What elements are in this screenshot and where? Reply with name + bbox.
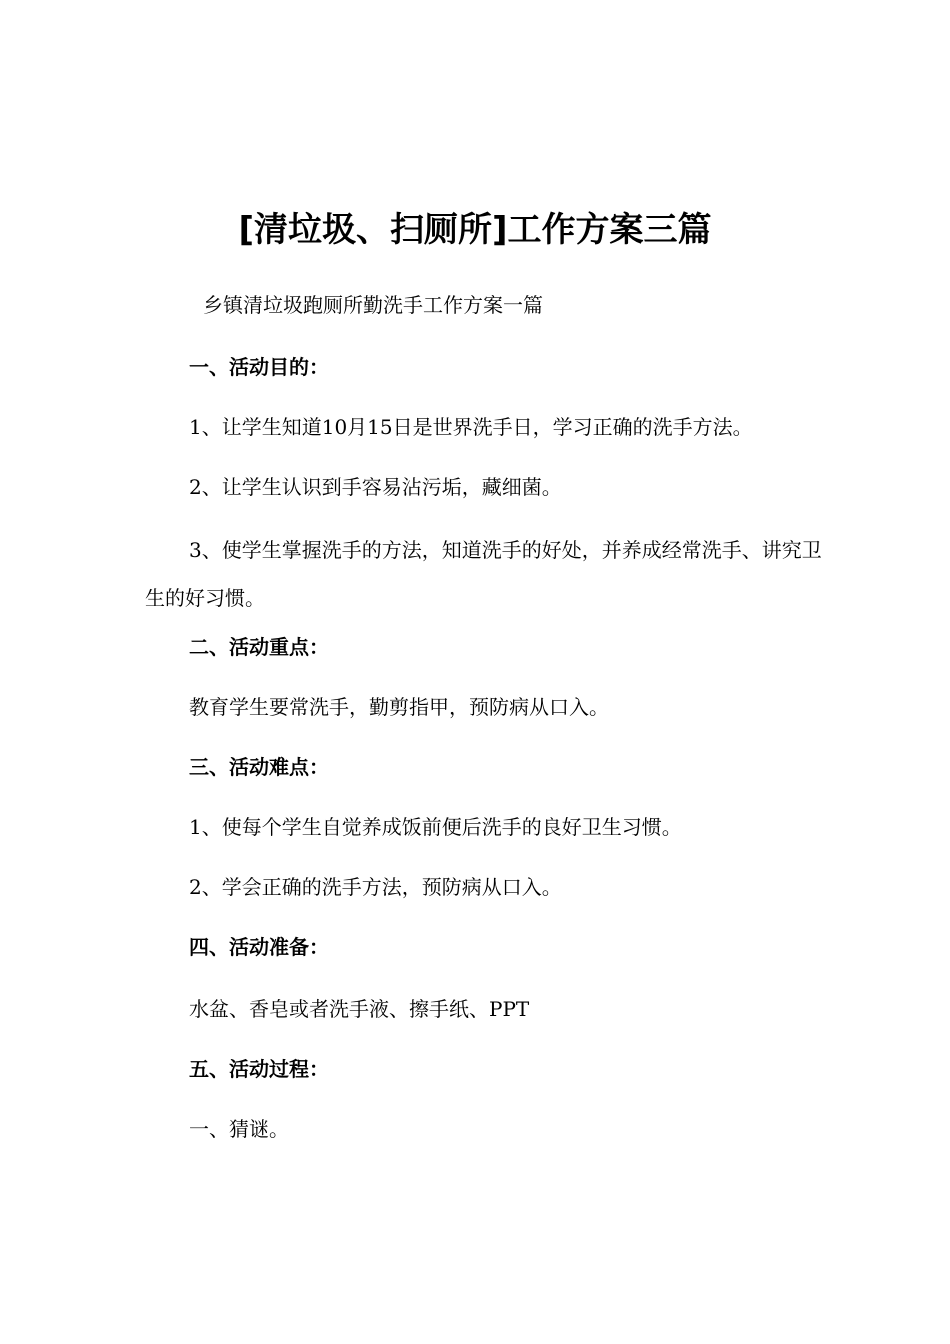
purpose-item-3: 3、使学生掌握洗手的方法，知道洗手的好处，并养成经常洗手、讲究卫生的好习惯。 xyxy=(145,538,822,610)
focus-item-1: 教育学生要常洗手，勤剪指甲，预防病从口入。 xyxy=(189,695,609,719)
section-heading-process: 五、活动过程： xyxy=(189,1057,329,1081)
document-title: [清垃圾、扫厕所]工作方案三篇 xyxy=(238,210,712,250)
purpose-item-1: 1、让学生知道10月15日是世界洗手日，学习正确的洗手方法。 xyxy=(189,415,753,439)
section-heading-focus: 二、活动重点： xyxy=(189,635,329,659)
process-item-1: 一、猜谜。 xyxy=(189,1117,289,1141)
section-heading-difficulty: 三、活动难点： xyxy=(189,755,329,779)
preparation-item-1: 水盆、香皂或者洗手液、擦手纸、PPT xyxy=(189,997,530,1021)
purpose-item-2: 2、让学生认识到手容易沾污垢，藏细菌。 xyxy=(189,475,562,499)
document-subtitle: 乡镇清垃圾跑厕所勤洗手工作方案一篇 xyxy=(203,293,543,317)
difficulty-item-1: 1、使每个学生自觉养成饭前便后洗手的良好卫生习惯。 xyxy=(189,815,682,839)
section-heading-preparation: 四、活动准备： xyxy=(189,935,329,959)
section-heading-purpose: 一、活动目的： xyxy=(189,355,329,379)
difficulty-item-2: 2、学会正确的洗手方法，预防病从口入。 xyxy=(189,875,562,899)
